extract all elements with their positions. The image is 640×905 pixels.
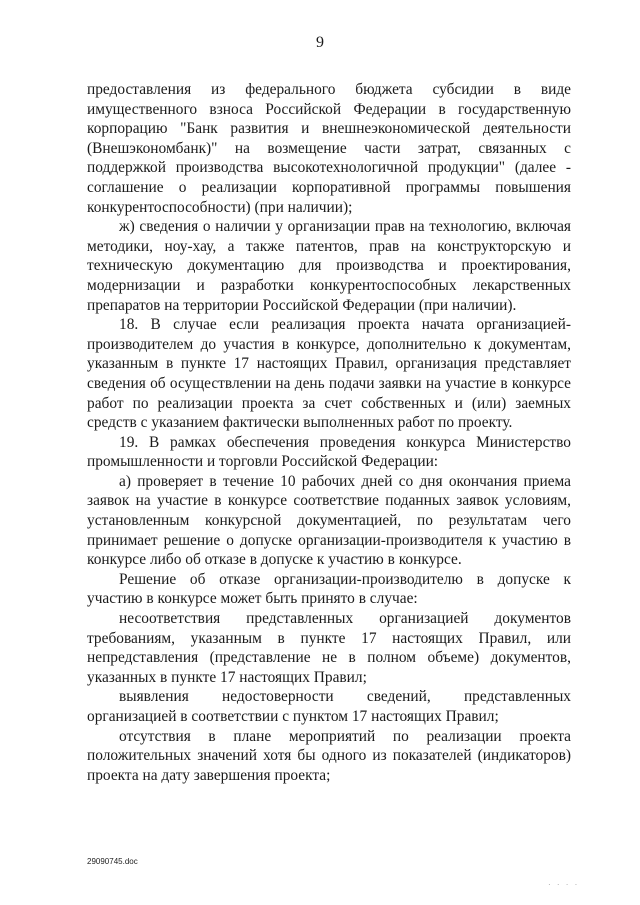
footer-marks: · · · · [548, 880, 580, 889]
paragraph-item-a-review: а) проверяет в течение 10 рабочих дней со дня окончания приема заявок на участие в конкурсе соответствие поданных заявок условиям, установленным конкурсной документацией, по результатам чего принимает решение о допуске организации-производителя к участию в конкурсе либо об отказе в допуске к участию в конкурсе. [87, 472, 571, 569]
paragraph-reason-noncompliance: несоответствия представленных организацией документов требованиям, указанным в пункте 17 настоящих Правил, или непредставления (представление не в полном объеме) документов, указанных в пункте 17 настоящих Правил; [87, 610, 571, 686]
paragraph-section-19: 19. В рамках обеспечения проведения конкурса Министерство промышленности и торговли Российской Федерации: [87, 433, 571, 471]
paragraph-reason-no-indicators: отсутствия в плане мероприятий по реализации проекта положительных значений хотя бы одного из показателей (индикаторов) проекта на дату завершения проекта; [87, 727, 571, 784]
paragraph-section-18: 18. В случае если реализация проекта начата организацией-производителем до участия в конкурсе, дополнительно к документам, указанным в пункте 17 настоящих Правил, организация представляет сведения об осуществлении на день подачи заявки на участие в конкурсе работ по реализации проекта за счет собственных и (или) заемных средств с указанием фактически выполненных работ по проекту. [87, 316, 571, 432]
document-body [87, 80, 571, 785]
paragraph-subsidy-continuation: предоставления из федерального бюджета субсидии в виде имущественного взноса Российской Федерации в государственную корпорацию "Банк развития и внешнеэкономической деятельности (Внешэкономбанк)" на возмещение части затрат, связанных с поддержкой производства высокотехнологичной продукции" (далее - соглашение о реализации корпоративной программы повышения конкурентоспособности) (при наличии); [87, 81, 571, 216]
footer-filename: 29090745.doc [87, 857, 138, 866]
paragraph-reason-false-info: выявления недостоверности сведений, представленных организацией в соответствии с пунктом 17 настоящих Правил; [87, 688, 571, 725]
paragraph-item-zh-technology-rights: ж) сведения о наличии у организации прав на технологию, включая методики, ноу-хау, а также патентов, прав на конструкторскую и техническую документацию для производства и проектирования, модернизации и разработки конкурентоспособных лекарственных препаратов на территории Российской Федерации (при наличии). [87, 218, 571, 314]
paragraph-refusal-decision: Решение об отказе организации-производителю в допуске к участию в конкурсе может быть принято в случае: [87, 570, 571, 608]
page-number: 9 [316, 34, 324, 51]
